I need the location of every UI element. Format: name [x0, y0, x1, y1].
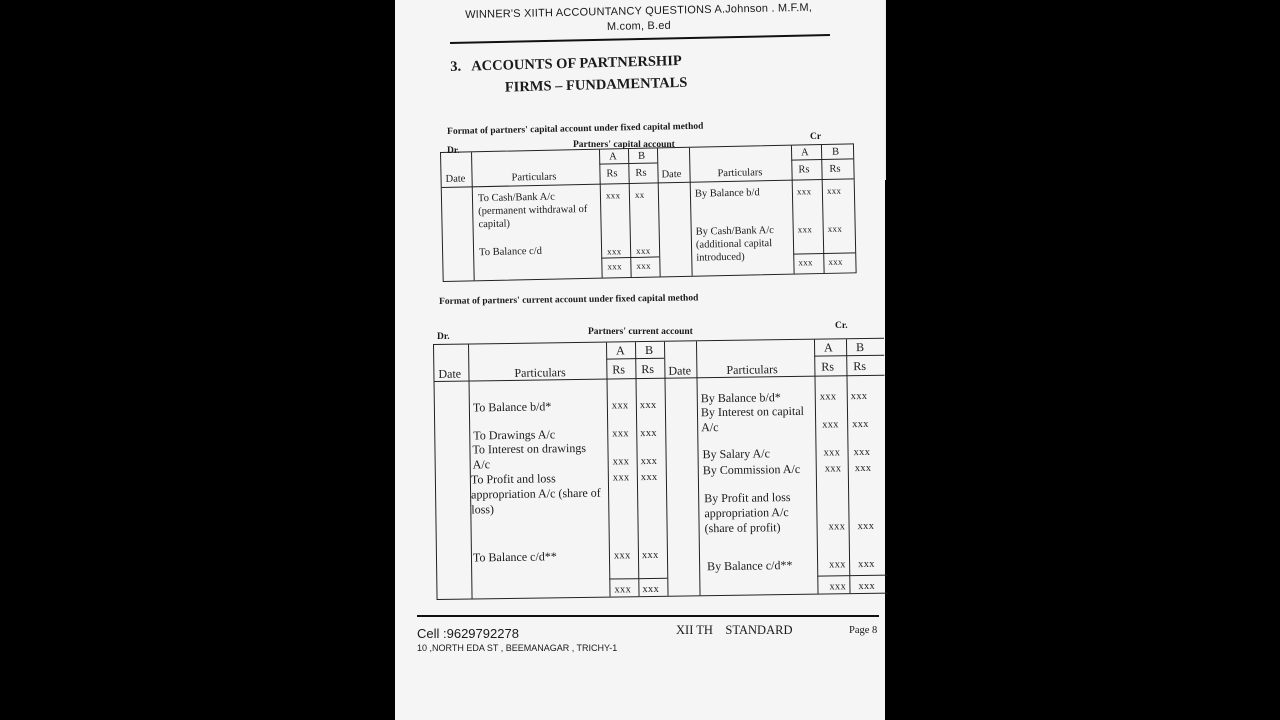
capital-credit-total-a: xxx — [798, 257, 813, 268]
capital-credit-row-2-b: xxx — [827, 223, 843, 234]
current-account-caption: Format of partners' current account under fixed capital method — [439, 293, 699, 307]
chapter-heading — [450, 50, 688, 100]
current-debit-row-5-a: xxx — [613, 550, 631, 562]
current-debit-row-2-b: xxx — [640, 427, 658, 440]
capital-account-caption: Format of partners' capital account under fixed capital method — [447, 121, 704, 137]
capital-credit-row-2-a: xxx — [797, 224, 813, 235]
capital-header-a-dr: A — [609, 151, 617, 163]
current-header-b-dr: B — [645, 342, 654, 358]
document-page — [395, 0, 885, 720]
capital-cr-label: Cr — [810, 132, 822, 142]
footer-standard: XII TH STANDARD — [676, 623, 793, 637]
current-credit-row-5-b: xxx — [857, 520, 875, 533]
current-debit-row-1-b: xxx — [639, 399, 657, 412]
current-credit-row-5-a: xxx — [828, 521, 846, 533]
footer-cell: Cell :9629792278 — [417, 626, 519, 641]
current-credit-row-1-b: xxx — [850, 390, 868, 403]
current-header-date-dr: Date — [438, 366, 462, 381]
current-credit-row-3-b: xxx — [853, 446, 871, 459]
current-header-b-cr: B — [855, 339, 865, 355]
capital-header-rs-b-dr: Rs — [635, 167, 647, 179]
capital-debit-row-1: To Cash/Bank A/c (permanent withdrawal of capital) — [477, 191, 588, 231]
header-line-1: WINNER'S XIITH ACCOUNTANCY QUESTIONS A.Johnson . M.F.M, — [465, 1, 813, 21]
current-debit-row-2: To Drawings A/c — [473, 427, 556, 443]
current-debit-row-3-a: xxx — [612, 456, 630, 468]
capital-debit-row-2: To Balance c/d — [479, 245, 543, 259]
current-debit-row-3-b: xxx — [640, 455, 658, 468]
current-credit-row-5: By Profit and loss appropriation A/c (share of profit) — [704, 490, 791, 536]
capital-credit-total-b: xxx — [828, 256, 843, 267]
current-header-rs-a-cr: Rs — [821, 359, 835, 374]
current-credit-row-6-a: xxx — [829, 559, 846, 571]
header-line-2: M.com, B.ed — [606, 19, 672, 34]
current-debit-row-4: To Profit and loss appropriation A/c (share of loss) — [470, 471, 601, 517]
current-header-particulars-dr: Particulars — [514, 365, 566, 380]
capital-debit-row-2-b: xxx — [636, 245, 651, 256]
current-debit-row-4-a: xxx — [612, 472, 630, 484]
current-credit-row-2-b: xxx — [852, 418, 869, 431]
current-debit-total-b: xxx — [642, 583, 660, 596]
current-credit-total-a: xxx — [829, 581, 847, 593]
footer-page-number: Page 8 — [849, 625, 878, 636]
current-header-particulars-cr: Particulars — [726, 362, 778, 377]
current-credit-total-b: xxx — [858, 580, 876, 593]
page-header — [465, 1, 813, 38]
capital-account-name: Partners' capital account — [573, 140, 675, 150]
current-account-table — [433, 338, 888, 600]
capital-header-rs-a-cr: Rs — [798, 164, 810, 176]
current-debit-row-5: To Balance c/d** — [472, 549, 557, 565]
capital-debit-row-1-a: xxx — [605, 190, 621, 201]
footer-rule — [417, 615, 879, 617]
current-credit-row-2: By Interest on capital A/c — [700, 403, 805, 435]
current-credit-row-2-a: xxx — [822, 419, 839, 431]
current-header-a-dr: A — [616, 343, 625, 358]
chapter-title-line-2: FIRMS – FUNDAMENTALS — [504, 74, 688, 96]
current-credit-row-3: By Salary A/c — [702, 446, 770, 462]
capital-header-b-cr: B — [831, 146, 840, 158]
current-credit-row-6-b: xxx — [858, 558, 875, 571]
current-credit-row-4: By Commission A/c — [702, 461, 801, 478]
capital-header-rs-a-dr: Rs — [606, 168, 618, 180]
current-header-rs-b-dr: Rs — [641, 361, 655, 377]
capital-debit-row-2-a: xxx — [607, 246, 622, 257]
current-credit-row-3-a: xxx — [823, 447, 841, 459]
capital-header-particulars-cr: Particulars — [717, 167, 763, 180]
current-dr-label: Dr. — [437, 332, 450, 342]
chapter-title-line-1: ACCOUNTS OF PARTNERSHIP — [471, 52, 682, 75]
current-account-name: Partners' current account — [588, 327, 693, 337]
capital-debit-row-1-b: xx — [634, 189, 645, 200]
current-credit-row-1: By Balance b/d* — [700, 390, 781, 406]
capital-credit-row-1-b: xxx — [826, 185, 842, 196]
current-debit-row-3: To Interest on drawings A/c — [472, 440, 587, 472]
current-debit-row-4-b: xxx — [640, 471, 658, 484]
current-credit-row-4-b: xxx — [854, 462, 872, 475]
capital-header-date-dr: Date — [445, 173, 466, 185]
current-debit-total-a: xxx — [614, 584, 632, 596]
current-header-a-cr: A — [823, 340, 833, 355]
capital-debit-total-b: xxx — [636, 260, 651, 271]
capital-header-date-cr: Date — [661, 168, 682, 181]
capital-credit-row-1-a: xxx — [796, 186, 812, 197]
current-header-rs-b-cr: Rs — [853, 358, 867, 374]
current-credit-row-6: By Balance c/d** — [707, 558, 793, 574]
capital-header-a-cr: A — [800, 147, 809, 159]
capital-credit-row-2: By Cash/Bank A/c (additional capital introduced) — [695, 225, 775, 264]
capital-header-particulars-dr: Particulars — [511, 171, 557, 184]
current-header-date-cr: Date — [668, 363, 692, 378]
footer-address: 10 ,NORTH EDA ST , BEEMANAGAR , TRICHY-1 — [417, 643, 618, 653]
capital-dr-label: Dr. — [447, 146, 460, 156]
current-credit-row-1-a: xxx — [819, 391, 837, 403]
current-credit-row-4-a: xxx — [824, 463, 842, 475]
capital-header-b-dr: B — [638, 150, 646, 162]
current-debit-row-5-b: xxx — [641, 549, 659, 562]
current-debit-row-1-a: xxx — [611, 400, 629, 412]
capital-header-rs-b-cr: Rs — [829, 163, 841, 175]
capital-debit-total-a: xxx — [607, 261, 622, 272]
chapter-number: 3. — [450, 58, 462, 75]
current-debit-row-1: To Balance b/d* — [472, 399, 552, 415]
current-cr-label: Cr. — [835, 321, 848, 331]
capital-credit-row-1: By Balance b/d — [694, 187, 760, 200]
current-header-rs-a-dr: Rs — [612, 362, 626, 377]
capital-account-table — [440, 143, 857, 282]
current-debit-row-2-a: xxx — [612, 428, 630, 440]
